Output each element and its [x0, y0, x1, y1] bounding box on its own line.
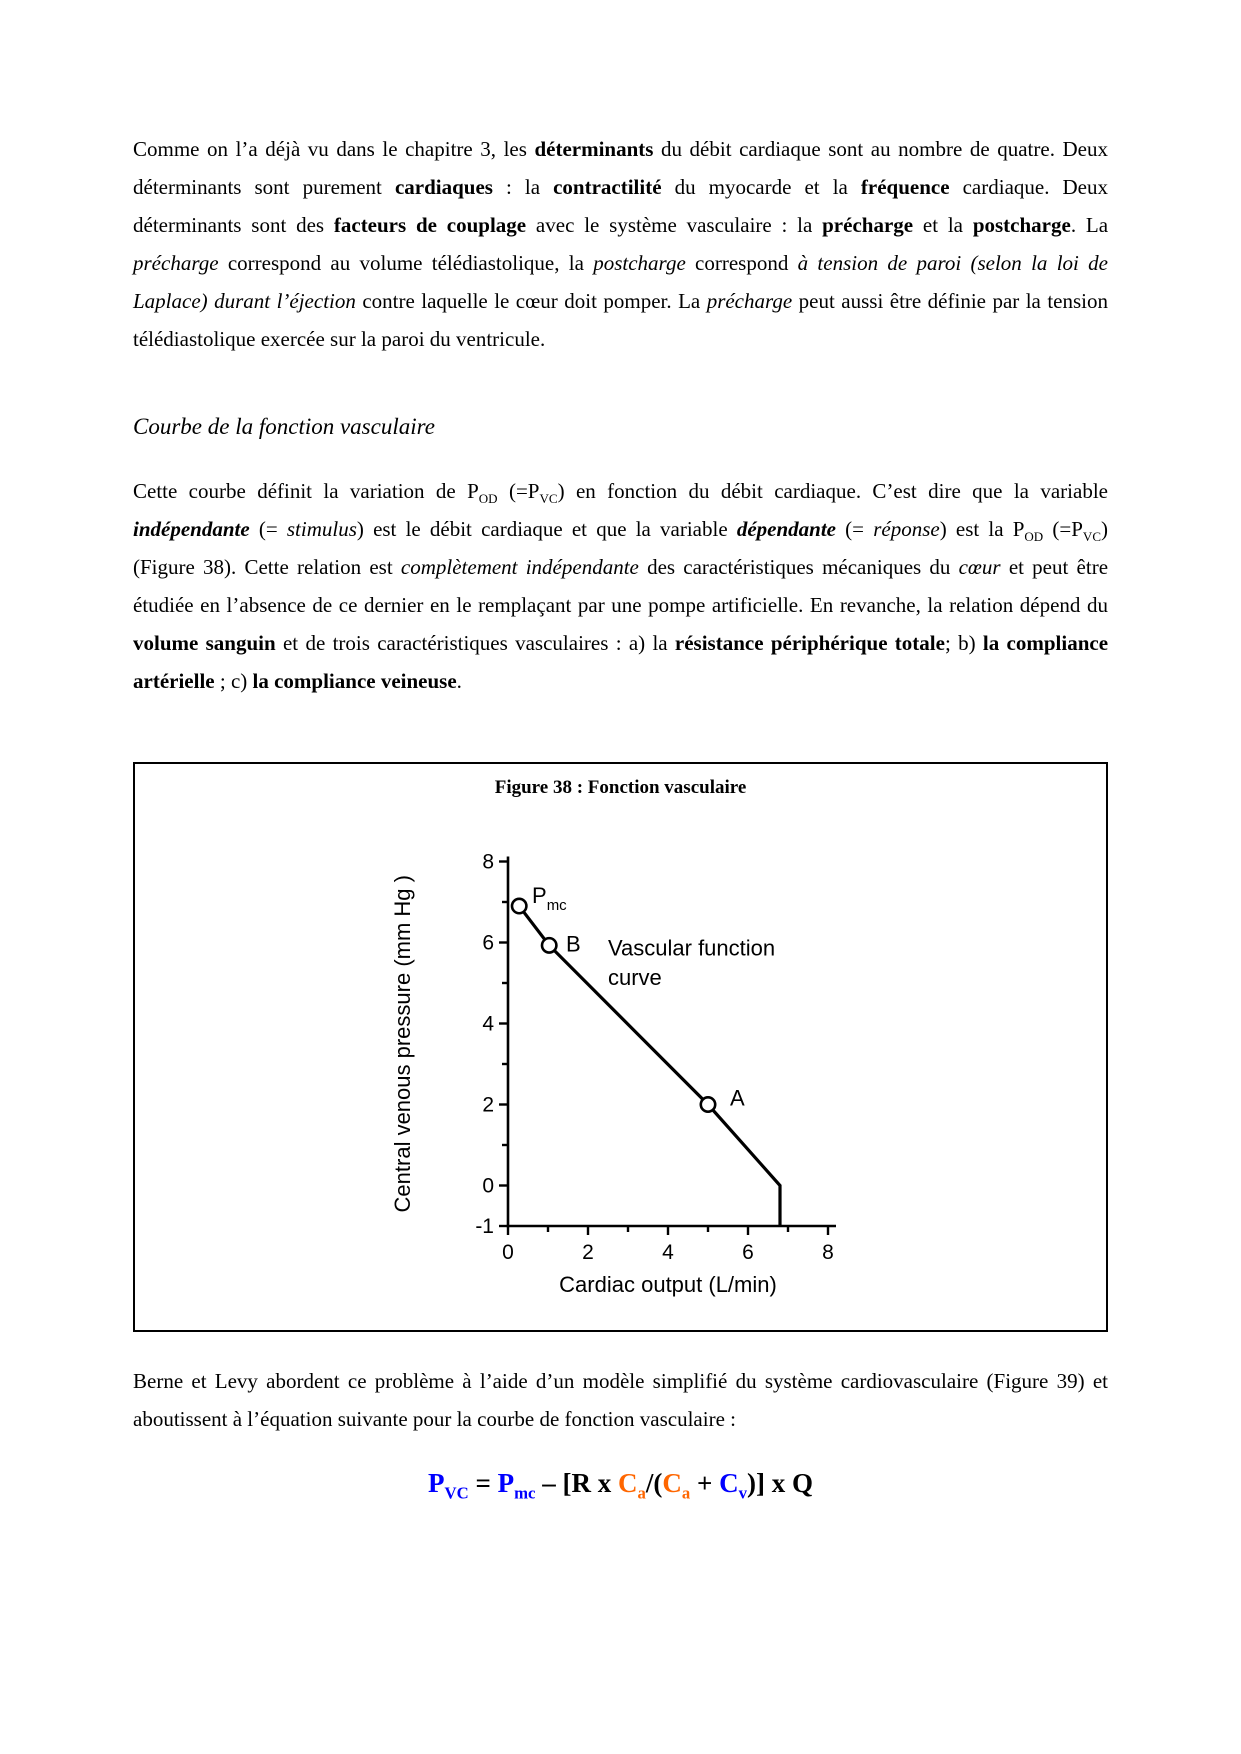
text-run: ) (Figure 38). Cette relation est	[133, 517, 1109, 579]
text-run: facteurs de couplage	[333, 213, 527, 237]
x-axis-label: Cardiac output (L/min)	[559, 1272, 777, 1297]
text-run: volume sanguin	[133, 631, 276, 655]
text-run: et la	[913, 213, 973, 237]
text-run: (=	[836, 517, 874, 541]
text-run: v	[738, 1483, 747, 1503]
text-run: déterminants	[534, 137, 654, 161]
text-run: ; b)	[944, 631, 983, 655]
text-run: Cette courbe définit la variation de P	[133, 479, 479, 503]
text-run: C	[719, 1468, 739, 1498]
text-run: C	[617, 1468, 638, 1498]
text-run: VC	[444, 1483, 469, 1503]
text-run: a	[637, 1483, 646, 1503]
text-run: fréquence	[860, 175, 950, 199]
text-run: )] x Q	[746, 1468, 813, 1498]
text-run: postcharge	[972, 213, 1071, 237]
text-run: contractilité	[553, 175, 662, 199]
vascular-function-chart	[135, 764, 1102, 1330]
text-run: des caractéristiques mécaniques du	[638, 555, 959, 579]
text-run: +	[690, 1468, 720, 1498]
annotation: curve	[608, 965, 662, 991]
x-tick-label: 0	[502, 1241, 514, 1264]
text-run: complètement indépendante	[400, 555, 639, 579]
x-tick-label: 2	[582, 1241, 594, 1264]
marker-A	[701, 1097, 715, 1111]
y-tick-label: 2	[482, 1093, 494, 1117]
text-run: =	[468, 1468, 498, 1498]
text-run: . La	[1070, 213, 1109, 237]
y-tick-label: 6	[482, 931, 494, 955]
text-run: à tension de paroi (selon la loi de Laplace) durant l’éjection	[133, 251, 1108, 313]
text-run: stimulus	[286, 517, 357, 541]
text-run: /(	[645, 1468, 663, 1498]
figure-title: Figure 38 : Fonction vasculaire	[494, 777, 747, 798]
x-tick-label: 6	[742, 1241, 754, 1264]
text-run: mc	[514, 1483, 536, 1503]
text-run: indépendante	[133, 517, 250, 541]
text-run: Comme on l’a déjà vu dans le chapitre 3, les	[133, 137, 535, 161]
text-run: : la	[492, 175, 554, 199]
text-run: la compliance artérielle	[133, 631, 1109, 693]
text-run: ) en fonction du débit cardiaque. C’est dire que la variable	[557, 479, 1108, 503]
text-run: précharge	[706, 289, 793, 313]
text-run: précharge	[133, 251, 219, 275]
text-run: cardiaques	[394, 175, 493, 199]
text-run: C	[662, 1468, 682, 1498]
vascular-function-equation	[133, 1462, 1108, 1504]
text-run: (=P	[497, 479, 540, 503]
text-run: VC	[539, 491, 558, 507]
text-run: (=P	[1043, 517, 1083, 541]
text-run: ) est le débit cardiaque et que la variable	[356, 517, 737, 541]
x-tick-label: 8	[822, 1241, 834, 1264]
annotation: Vascular function	[608, 935, 776, 961]
chart-svg	[135, 764, 1102, 1330]
annotation: B	[566, 931, 581, 957]
figure-38-box	[133, 762, 1108, 1332]
text-run: la compliance veineuse	[252, 669, 457, 693]
text-run: contre laquelle le cœur doit pomper. La	[355, 289, 707, 313]
text-run: réponse	[873, 517, 940, 541]
text-run: cardiaque. Deux déterminants sont des	[133, 175, 1108, 237]
text-run: ; c)	[214, 669, 253, 693]
text-run: dépendante	[736, 517, 836, 541]
text-run: OD	[1024, 529, 1044, 545]
text-run: précharge	[822, 213, 914, 237]
text-run: correspond	[685, 251, 798, 275]
text-run: et de trois caractéristiques vasculaires : a) la	[275, 631, 675, 655]
x-tick-label: 4	[662, 1241, 674, 1264]
text-run: résistance périphérique totale	[674, 631, 945, 655]
text-run: avec le système vasculaire : la	[526, 213, 823, 237]
text-run: VC	[1082, 529, 1102, 545]
annotation: A	[730, 1085, 745, 1111]
text-run: P	[428, 1468, 445, 1498]
intro-paragraph	[133, 130, 1108, 358]
text-run: peut aussi être définie par la tension télédiastolique exercée sur la paroi du ventricule.	[133, 289, 1108, 351]
section-heading: Courbe de la fonction vasculaire	[133, 414, 435, 439]
berne-levy-paragraph	[133, 1362, 1108, 1438]
text-run: postcharge	[593, 251, 686, 275]
annotation: $P_{mc}$	[532, 882, 567, 914]
marker-B	[542, 938, 556, 952]
y-tick-label: 0	[482, 1174, 494, 1198]
text-run: du débit cardiaque sont au nombre de quatre. Deux déterminants sont purement	[133, 137, 1108, 199]
text-run: – [R x	[535, 1468, 618, 1498]
y-tick-label: -1	[475, 1215, 494, 1238]
text-run: ) est la P	[939, 517, 1025, 541]
text-run: correspond au volume télédiastolique, la	[218, 251, 594, 275]
text-run: a	[681, 1483, 691, 1503]
text-run: et peut être étudiée en l’absence de ce dernier en le remplaçant par une pompe artificielle. En revanche, la relation dépend du	[133, 555, 1109, 617]
text-run: .	[456, 669, 462, 693]
y-axis-label: Central venous pressure (mm Hg )	[390, 875, 415, 1213]
vascular-curve-paragraph	[133, 472, 1108, 700]
text-run: P	[497, 1468, 515, 1498]
text-run: cœur	[958, 555, 1001, 579]
y-tick-label: 4	[482, 1012, 494, 1036]
text-run: OD	[478, 491, 498, 507]
text-run: du myocarde et la	[661, 175, 861, 199]
text-run: (=	[249, 517, 287, 541]
text-run: Berne et Levy abordent ce problème à l’aide d’un modèle simplifié du système cardiovasculaire (Figure 39) et aboutissent à l’équation suivante pour la courbe de fonction vasculaire :	[133, 1369, 1108, 1431]
y-tick-label: 8	[482, 850, 494, 874]
marker-Pmc	[512, 899, 526, 913]
